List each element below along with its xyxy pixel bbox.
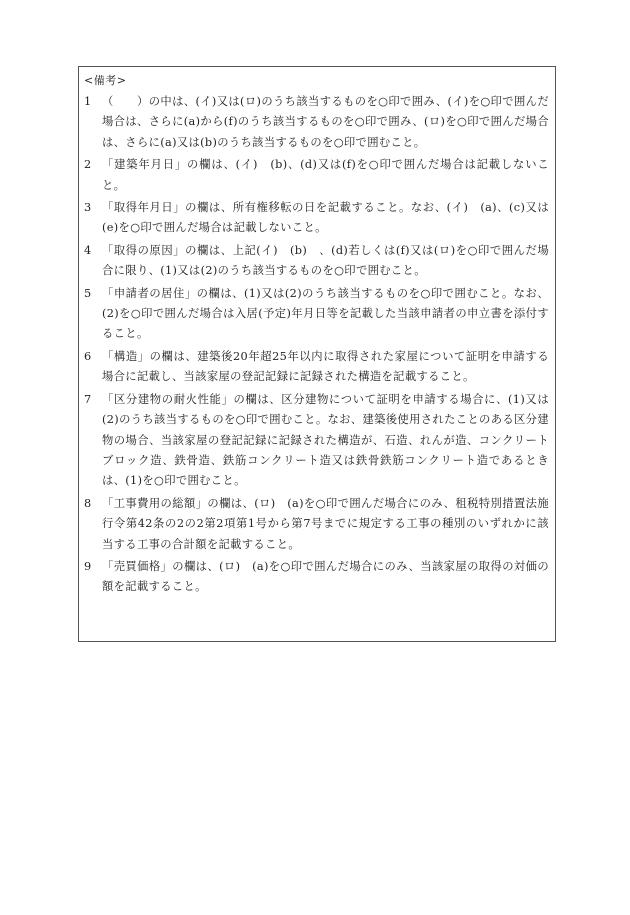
notes-heading: <備考> <box>84 74 127 87</box>
note-text: 「売買価格」の欄は、(ロ) (a)を○印で囲んだ場合にのみ、当該家屋の取得の対価の額を記載すること。 <box>102 559 549 594</box>
note-text: 「取得の原因」の欄は、上記(イ) (b) 、(d)若しくは(f)又は(ロ)を○印で囲んだ場合に限り、(1)又は(2)のうち該当するものを○印で囲むこと。 <box>102 243 549 278</box>
note-item-4 <box>84 241 549 282</box>
note-text: 「構造」の欄は、建築後20年超25年以内に取得された家屋について証明を申請する場合に記載し、当該家屋の登記記録に記録された構造を記載すること。 <box>102 349 549 384</box>
note-number: 9 <box>84 559 92 573</box>
note-number: 8 <box>84 496 92 510</box>
note-text: 「申請者の居住」の欄は、(1)又は(2)のうち該当するものを○印で囲むこと。なお、(2)を○印で囲んだ場合は入居(予定)年月日等を記載した当該申請者の申立書を添付すること。 <box>102 286 549 341</box>
note-number: 1 <box>84 95 92 108</box>
note-item-1 <box>84 92 549 153</box>
note-number: 7 <box>84 392 92 406</box>
note-item-6 <box>84 347 549 388</box>
note-item-7 <box>84 390 549 492</box>
note-number: 5 <box>84 286 92 300</box>
notes-box <box>78 66 556 642</box>
note-text: 「建築年月日」の欄は、(イ) (b)、(d)又は(f)を○印で囲んだ場合は記載しないこと。 <box>102 158 549 192</box>
note-text: （ ）の中は、(イ)又は(ロ)のうち該当するものを○印で囲み、(イ)を○印で囲んだ場合は、さらに(a)から(f)のうち該当するものを○印で囲み、(ロ)を○印で囲んだ場合は、さらに(a)又は(b)のうち該当するものを○印で囲むこと。 <box>102 95 549 149</box>
note-text: 「区分建物の耐火性能」の欄は、区分建物について証明を申請する場合に、(1)又は(2)のうち該当するものを○印で囲むこと。なお、建築後使用されたことのある区分建物の場合、当該家屋の登記記録に記録された構造が、石造、れんが造、コンクリートブロック造、鉄骨造、鉄筋コンクリート造又は鉄骨鉄筋コンクリート造であるときは、(1)を○印で囲むこと。 <box>102 392 549 488</box>
note-number: 6 <box>84 349 92 363</box>
note-text: 「工事費用の総額」の欄は、(ロ) (a)を○印で囲んだ場合にのみ、租税特別措置法施行令第42条の2の2第2項第1号から第7号までに規定する工事の種別のいずれかに該当する工事の合計額を記載すること。 <box>102 496 549 551</box>
note-number: 2 <box>84 158 92 172</box>
note-text: 「取得年月日」の欄は、所有権移転の日を記載すること。なお、(イ) (a)、(c)又は(e)を○印で囲んだ場合は記載しないこと。 <box>102 201 549 235</box>
note-number: 3 <box>84 201 92 215</box>
note-item-8 <box>84 494 549 555</box>
note-item-2 <box>84 155 549 196</box>
note-item-3 <box>84 198 549 239</box>
note-item-9 <box>84 557 549 598</box>
note-number: 4 <box>84 243 92 257</box>
note-item-5 <box>84 284 549 345</box>
